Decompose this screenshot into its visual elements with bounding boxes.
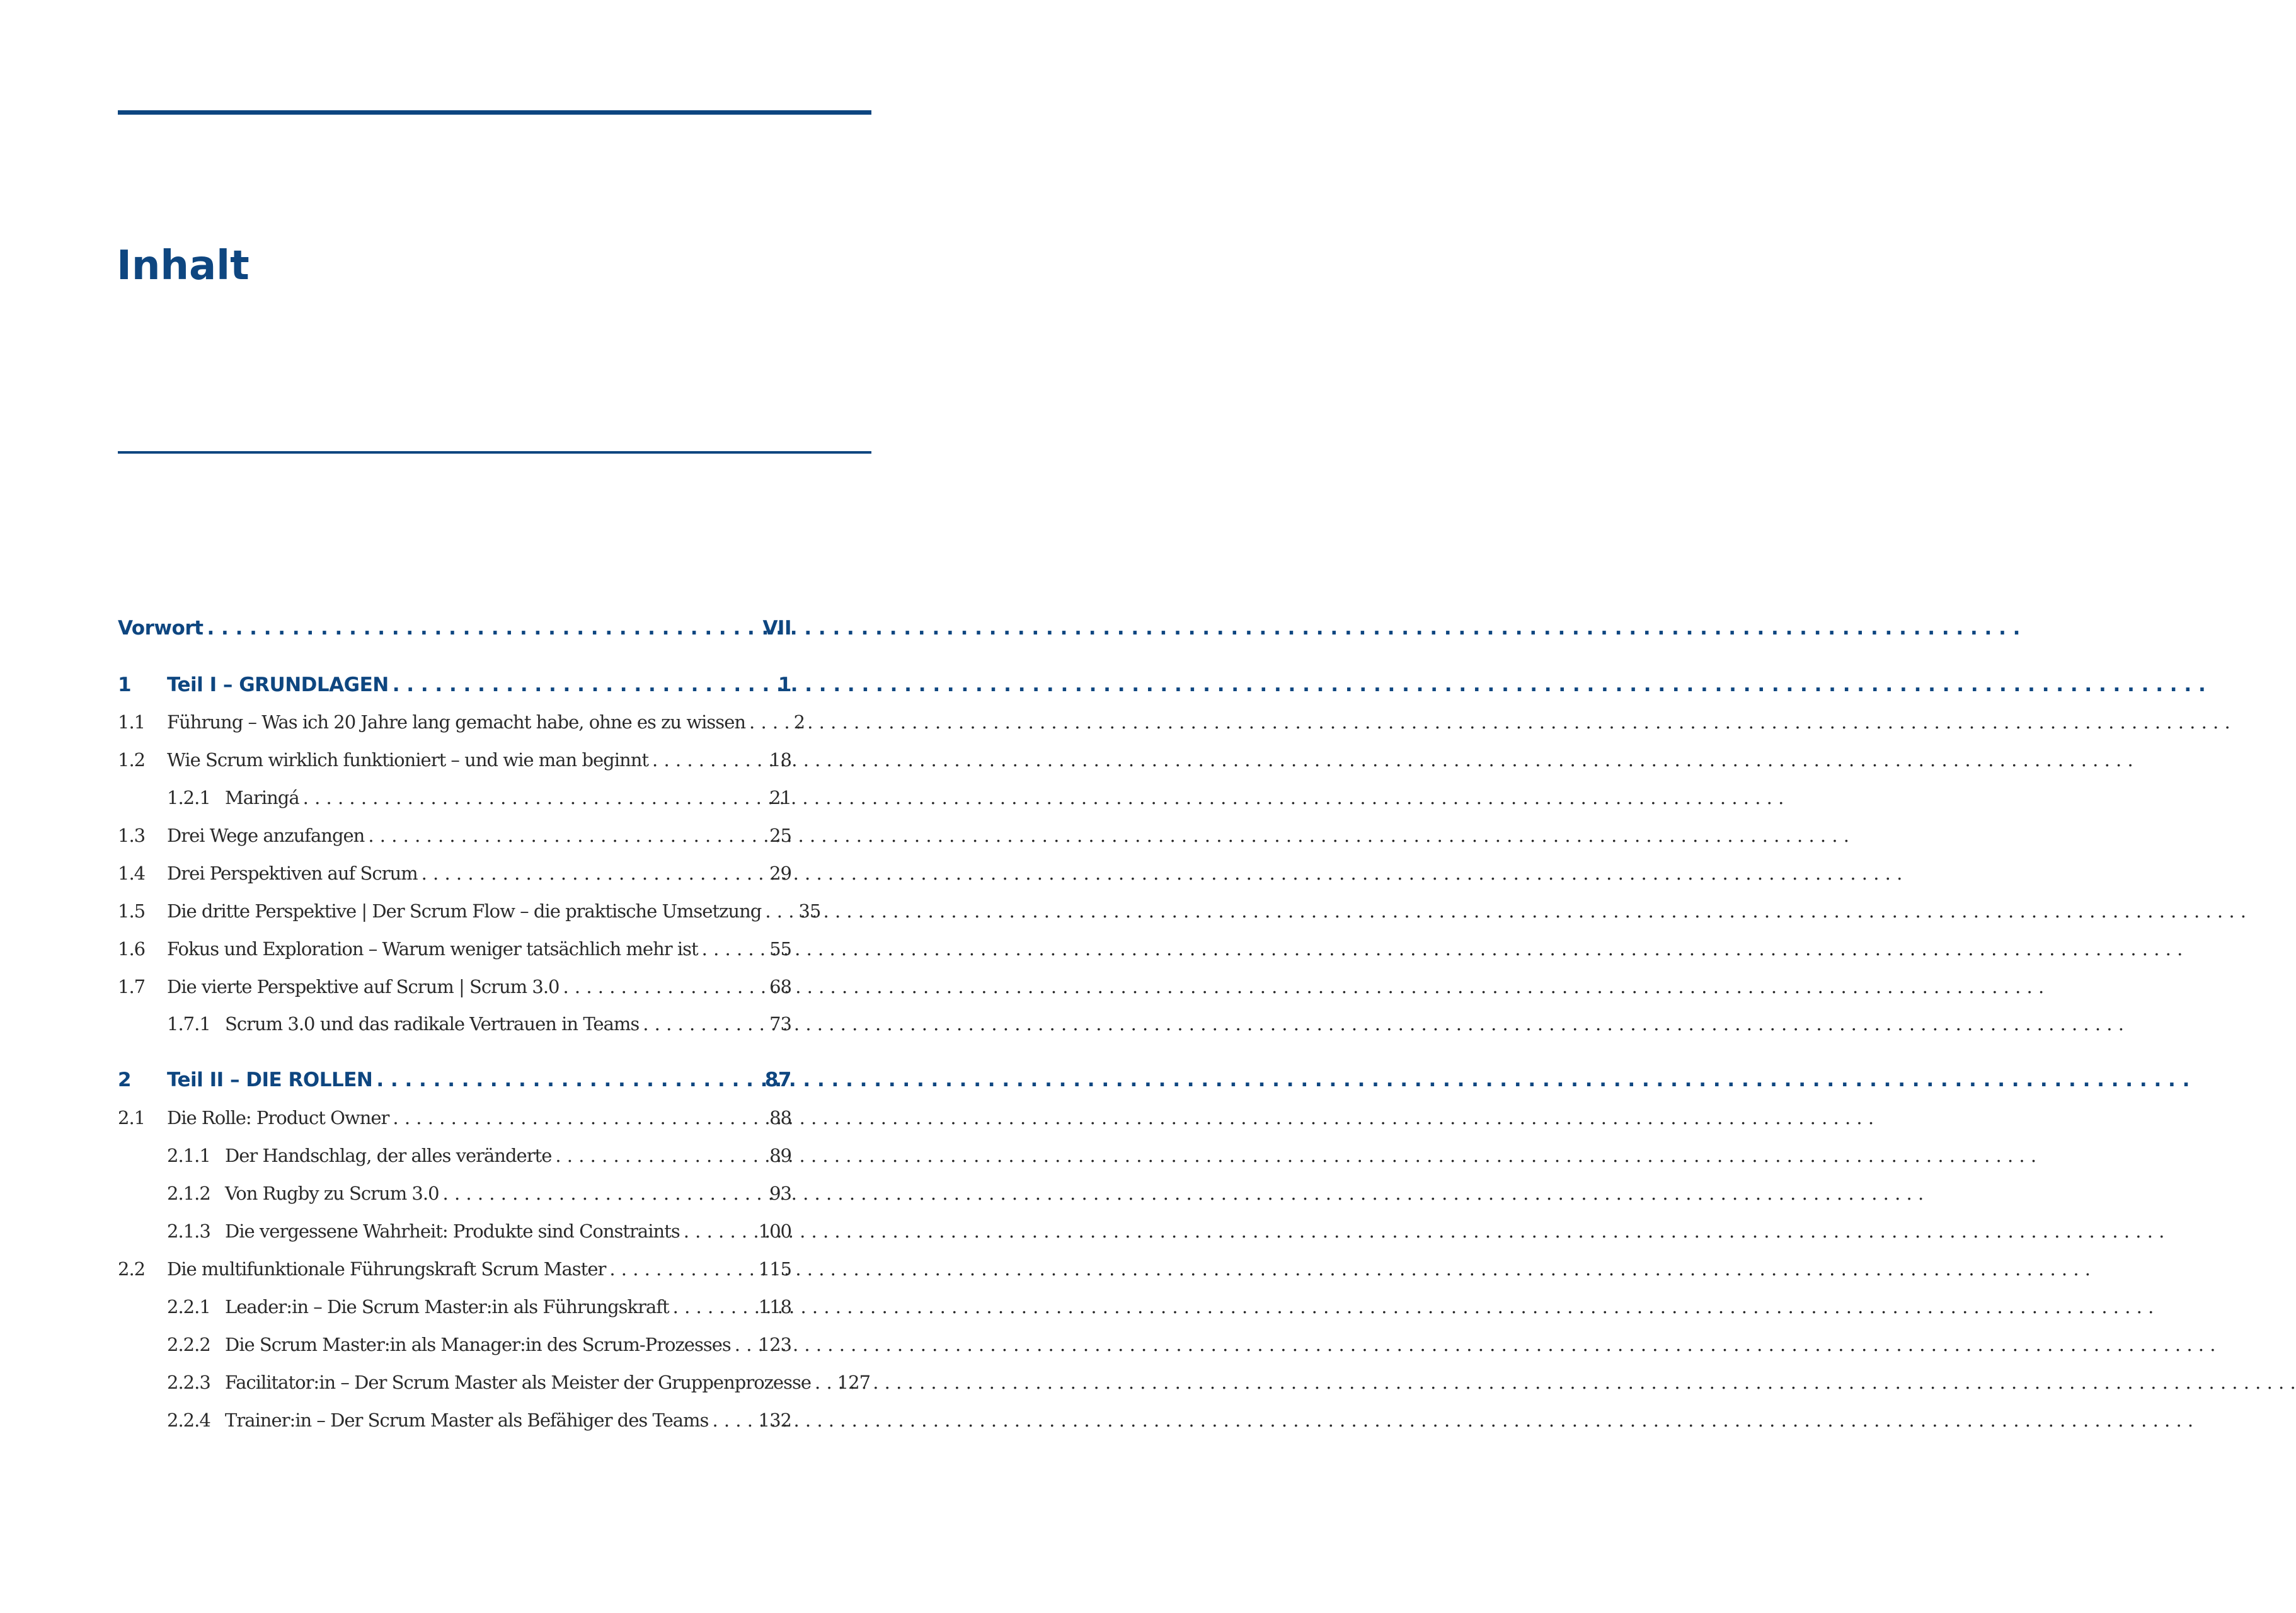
toc-entry-number: 2.2.1 <box>167 1296 210 1317</box>
toc-entry-text: Trainer:in – Der Scrum Master als Befähiger des Teams <box>225 1409 709 1431</box>
dot-leader <box>368 822 742 849</box>
toc-page-number: 123 <box>758 1334 791 1355</box>
dot-leader <box>207 614 742 642</box>
toc-entry-text: Teil II – DIE ROLLEN <box>167 1069 373 1091</box>
toc-page-number: 1 <box>778 674 791 696</box>
toc-entry-text: Die Scrum Master:in als Manager:in des Scrum-Prozesses <box>225 1334 731 1355</box>
dot-leader <box>815 1369 821 1396</box>
dot-leader <box>652 746 742 774</box>
toc-entry-text: Teil I – GRUNDLAGEN <box>167 674 389 696</box>
toc-entry-text: Führung – Was ich 20 Jahre lang gemacht habe, ohne es zu wissen <box>167 711 746 733</box>
toc-page-number: 89 <box>769 1145 791 1166</box>
toc-entry-number: 1.1 <box>118 711 146 733</box>
toc-entry-text: Vorwort <box>118 617 204 640</box>
toc-entry-number: 2.1 <box>118 1107 146 1128</box>
toc-entry-text: Wie Scrum wirklich funktioniert – und wie man beginnt <box>167 749 649 771</box>
toc-entry-number: 1.6 <box>118 938 146 960</box>
toc-entry-2-1-1[interactable] <box>118 1142 791 1169</box>
toc-entry-number: 2.1.1 <box>167 1145 210 1166</box>
toc-entry-text: Der Handschlag, der alles veränderte <box>225 1145 552 1166</box>
dot-leader <box>673 1293 742 1321</box>
toc-page-number: 21 <box>769 787 791 808</box>
toc-entry-text: Die vierte Perspektive auf Scrum | Scrum 3.0 <box>167 976 560 997</box>
toc-entry-2-1[interactable] <box>118 1104 791 1132</box>
dot-leader <box>712 1406 742 1434</box>
toc-entry-1-7-1[interactable] <box>118 1010 791 1038</box>
toc-entry-number: 2.1.2 <box>167 1183 210 1204</box>
toc-part-1[interactable] <box>118 671 791 699</box>
dot-leader <box>684 1217 742 1245</box>
dot-leader <box>443 1180 742 1207</box>
toc-page-number: 29 <box>769 863 791 884</box>
toc-entry-2-2-2[interactable] <box>118 1331 791 1358</box>
toc-entry-1-6[interactable] <box>118 935 791 963</box>
toc-page-number: 55 <box>769 938 791 960</box>
toc-entry-number: 2.2 <box>118 1258 146 1280</box>
toc-page-number: 127 <box>837 1372 871 1393</box>
toc-entry-2-2-4[interactable] <box>118 1406 791 1434</box>
dot-leader <box>555 1142 742 1169</box>
toc-page-number: 87 <box>764 1069 791 1091</box>
toc-page-number: 88 <box>769 1107 791 1128</box>
toc-page-number: 100 <box>758 1220 791 1242</box>
toc-page-number: 132 <box>758 1409 791 1431</box>
toc-entry-text: Leader:in – Die Scrum Master:in als Führungskraft <box>225 1296 669 1317</box>
toc-entry-1-2[interactable] <box>118 746 791 774</box>
toc-page-number: 35 <box>798 900 821 922</box>
toc-entry-number: 2.1.3 <box>167 1220 210 1242</box>
dot-leader <box>563 973 743 1001</box>
dot-leader <box>303 784 742 812</box>
dot-leader <box>702 935 742 963</box>
toc-entry-text: Drei Perspektiven auf Scrum <box>167 863 418 884</box>
toc-entry-2-2-3[interactable] <box>118 1369 871 1396</box>
toc-entry-number: 1.5 <box>118 900 146 922</box>
dot-leader <box>609 1255 742 1283</box>
toc-page-number: 25 <box>769 825 791 846</box>
toc-entry-text: Die dritte Perspektive | Der Scrum Flow – die praktische Umsetzung <box>167 900 762 922</box>
toc-entry-text: Die Rolle: Product Owner <box>167 1107 389 1128</box>
toc-part-2[interactable] <box>118 1066 791 1094</box>
dot-leader <box>393 671 742 699</box>
toc-page-number: 115 <box>758 1258 791 1280</box>
toc-entry-text: Die vergessene Wahrheit: Produkte sind Constraints <box>225 1220 680 1242</box>
toc-entry-number: 1 <box>118 674 132 696</box>
toc-entry-number: 2.2.3 <box>167 1372 210 1393</box>
toc-entry-number: 2.2.2 <box>167 1334 210 1355</box>
dot-leader <box>422 859 742 887</box>
toc-entry-text: Drei Wege anzufangen <box>167 825 365 846</box>
toc-entry-1-3[interactable] <box>118 822 791 849</box>
dot-leader <box>393 1104 742 1132</box>
toc-entry-2-1-2[interactable] <box>118 1180 791 1207</box>
toc-entry-2-2-1[interactable] <box>118 1293 791 1321</box>
toc-entry-number: 1.2.1 <box>167 787 210 808</box>
page-title: Inhalt <box>117 243 250 289</box>
dot-leader <box>749 708 755 736</box>
toc-entry-number: 2 <box>118 1069 132 1091</box>
toc-page-number: 2 <box>793 711 805 733</box>
toc-page-number: 93 <box>769 1183 791 1204</box>
toc-entry-text: Von Rugby zu Scrum 3.0 <box>225 1183 439 1204</box>
toc-page-number: 73 <box>769 1013 791 1035</box>
toc-entry-number: 1.2 <box>118 749 146 771</box>
toc-entry-1-4[interactable] <box>118 859 791 887</box>
toc-page-number: VII <box>762 617 791 640</box>
toc-entry-text: Maringá <box>225 787 299 808</box>
toc-entry-number: 1.7.1 <box>167 1013 210 1035</box>
toc-entry-2-2[interactable] <box>118 1255 791 1283</box>
toc-entry-text: Facilitator:in – Der Scrum Master als Meister der Gruppenprozesse <box>225 1372 812 1393</box>
toc-entry-number: 1.7 <box>118 976 146 997</box>
toc-entry-1-7[interactable] <box>118 973 791 1001</box>
title-rule <box>118 451 871 454</box>
toc-entry-1-5[interactable] <box>118 897 821 925</box>
toc-entry-1-1[interactable] <box>118 708 805 736</box>
toc-entry-number: 1.3 <box>118 825 146 846</box>
dot-leader <box>735 1331 742 1358</box>
toc-entry-1-2-1[interactable] <box>118 784 791 812</box>
toc-entry-text: Fokus und Exploration – Warum weniger tatsächlich mehr ist <box>167 938 698 960</box>
top-rule <box>118 110 871 115</box>
toc-entry-text: Scrum 3.0 und das radikale Vertrauen in Teams <box>225 1013 640 1035</box>
toc-entry-number: 1.4 <box>118 863 146 884</box>
toc-entry-number: 2.2.4 <box>167 1409 210 1431</box>
toc-page-number: 118 <box>758 1296 791 1317</box>
dot-leader <box>643 1010 742 1038</box>
dot-leader <box>765 897 771 925</box>
toc-page-number: 18 <box>769 749 791 771</box>
toc-entry-vorwort[interactable] <box>118 614 791 642</box>
toc-entry-2-1-3[interactable] <box>118 1217 791 1245</box>
toc-entry-text: Die multifunktionale Führungskraft Scrum Master <box>167 1258 606 1280</box>
toc-page-number: 68 <box>769 976 791 997</box>
dot-leader <box>376 1066 742 1094</box>
